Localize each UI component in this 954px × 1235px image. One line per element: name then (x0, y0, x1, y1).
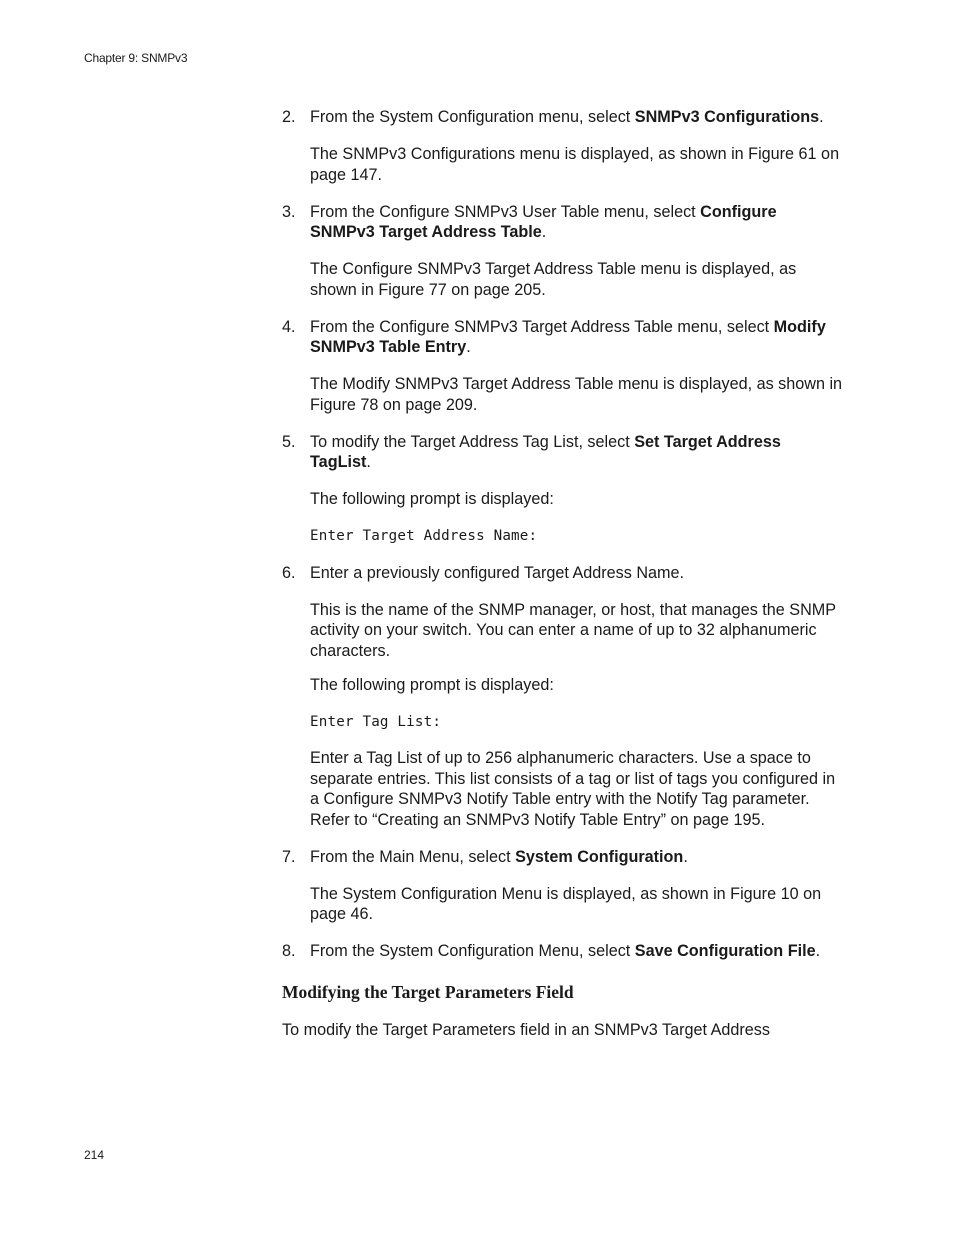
step-punct: . (815, 942, 821, 960)
step-text: From the Configure SNMPv3 Target Address Table menu, select (310, 317, 774, 336)
section-heading: Modifying the Target Parameters Field (282, 981, 574, 1002)
step-number: 4. (282, 317, 296, 336)
running-header: Chapter 9: SNMPv3 (84, 51, 188, 65)
step-5 (282, 432, 844, 473)
step-2-result: The SNMPv3 Configurations menu is displayed, as shown in Figure 61 on page 147. (310, 145, 840, 184)
step-7-result: The System Configuration Menu is displayed, as shown in Figure 10 on page 46. (310, 884, 822, 923)
menu-option: Save Configuration File (634, 942, 816, 960)
step-text: Enter a previously configured Target Address Name. (310, 563, 685, 582)
step-punct: . (366, 453, 371, 471)
step-6-taglist-detail: Enter a Tag List of up to 256 alphanumeric characters. Use a space to separate entries. This list consists of a tag or list of tags you configured in a Configure SNMPv3 Notify Table entry with the Notify Tag parameter. Refer to “Creating an SNMPv3 Notify Table Entry” on page 195. (310, 749, 836, 829)
step-punct: . (683, 847, 688, 866)
step-number: 7. (282, 847, 296, 866)
menu-option: SNMPv3 Configurations (634, 108, 820, 126)
page-number: 214 (84, 1148, 105, 1162)
prompt-code: Enter Target Address Name: (310, 528, 538, 544)
step-text: From the System Configuration Menu, select (310, 942, 635, 960)
step-6-detail: This is the name of the SNMP manager, or host, that manages the SNMP activity on your switch. You can enter a name of up to 32 alphanumeric characters. (310, 600, 836, 660)
step-6-prompt-note: The following prompt is displayed: (310, 675, 554, 694)
menu-option: Configure SNMPv3 Target Address Table (310, 202, 777, 241)
step-8 (282, 941, 844, 962)
step-3-result: The Configure SNMPv3 Target Address Table menu is displayed, as shown in Figure 77 on page 205. (310, 260, 797, 299)
step-4 (282, 317, 844, 358)
step-punct: . (466, 338, 471, 356)
prompt-code: Enter Tag List: (310, 713, 442, 730)
step-6 (282, 563, 844, 584)
step-text: From the Configure SNMPv3 User Table menu, select (310, 202, 701, 221)
step-text: From the Main Menu, select (310, 847, 516, 866)
step-punct: . (819, 108, 824, 126)
menu-option: Modify SNMPv3 Table Entry (310, 317, 826, 356)
step-5-result: The following prompt is displayed: (310, 490, 554, 508)
step-7 (282, 847, 844, 868)
step-punct: . (541, 223, 547, 241)
step-number: 3. (282, 202, 296, 221)
step-3 (282, 202, 844, 243)
page-body (282, 107, 844, 1041)
section-intro: To modify the Target Parameters field in an SNMPv3 Target Address (282, 1021, 770, 1039)
step-2 (282, 107, 844, 128)
step-number: 2. (282, 108, 296, 126)
step-4-result: The Modify SNMPv3 Target Address Table menu is displayed, as shown in Figure 78 on page 209. (310, 375, 843, 414)
menu-option: System Configuration (515, 847, 684, 866)
step-number: 8. (282, 942, 296, 960)
step-number: 5. (282, 432, 296, 451)
menu-option: Set Target Address TagList (310, 432, 781, 471)
step-text: To modify the Target Address Tag List, select (310, 432, 635, 451)
step-text: From the System Configuration menu, select (310, 108, 635, 126)
step-number: 6. (282, 563, 296, 582)
